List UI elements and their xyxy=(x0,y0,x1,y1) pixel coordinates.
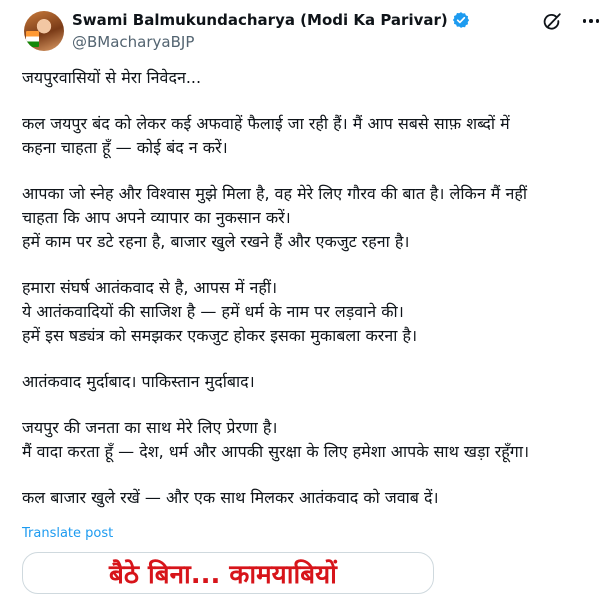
text-line: हमारा संघर्ष आतंकवाद से है, आपस में नहीं। xyxy=(22,278,278,297)
text-line: जयपुर की जनता का साथ मेरे लिए प्रेरणा है। xyxy=(22,418,278,437)
text-line: चाहता कि आप अपने व्यापार का नुकसान करें। xyxy=(22,208,291,227)
author-display-name[interactable]: Swami Balmukundacharya (Modi Ka Parivar) xyxy=(72,11,448,29)
verified-badge-icon xyxy=(452,11,470,29)
grok-icon[interactable] xyxy=(541,11,563,33)
paragraph-7 xyxy=(22,486,602,510)
avatar[interactable] xyxy=(24,11,64,51)
paragraph-6 xyxy=(22,416,602,464)
more-dots-icon[interactable] xyxy=(580,10,602,32)
text-line: कहना चाहता हूँ — कोई बंद न करें। xyxy=(22,138,228,157)
paragraph-5 xyxy=(22,370,602,394)
text-line: कल जयपुर बंद को लेकर कई अफवाहें फैलाई जा रही हैं। मैं आप सबसे साफ़ शब्दों में xyxy=(22,114,510,133)
author-name-row xyxy=(72,11,470,29)
dot xyxy=(596,19,600,23)
post-header xyxy=(0,0,613,60)
translate-post-link[interactable]: Translate post xyxy=(22,526,114,541)
media-card-text: बैठे बिना... कामयाबियों xyxy=(109,560,337,590)
text-line: आतंकवाद मुर्दाबाद। पाकिस्तान मुर्दाबाद। xyxy=(22,372,255,391)
paragraph-1 xyxy=(22,66,602,90)
dot xyxy=(589,19,593,23)
author-handle[interactable]: @BMacharyaBJP xyxy=(72,33,195,51)
text-line: ये आतंकवादियों की साजिश है — हमें धर्म के नाम पर लड़वाने की। xyxy=(22,302,404,321)
paragraph-2 xyxy=(22,112,602,160)
post-text xyxy=(22,66,602,532)
dot xyxy=(583,19,587,23)
text-line: मैं वादा करता हूँ — देश, धर्म और आपकी सुरक्षा के लिए हमेशा आपके साथ खड़ा रहूँगा। xyxy=(22,442,530,461)
paragraph-4 xyxy=(22,276,602,348)
flag-icon xyxy=(26,31,39,47)
text-line: हमें इस षड्यंत्र को समझकर एकजुट होकर इसका मुकाबला करना है। xyxy=(22,326,418,345)
text-line: कल बाजार खुले रखें — और एक साथ मिलकर आतंकवाद को जवाब दें। xyxy=(22,488,439,507)
text-line: आपका जो स्नेह और विश्वास मुझे मिला है, वह मेरे लिए गौरव की बात है। लेकिन मैं नहीं xyxy=(22,184,527,203)
media-card[interactable] xyxy=(22,552,434,594)
paragraph-3 xyxy=(22,182,602,254)
text-line: हमें काम पर डटे रहना है, बाजार खुले रखने हैं और एकजुट रहना है। xyxy=(22,232,410,251)
text-line: जयपुरवासियों से मेरा निवेदन... xyxy=(22,68,202,87)
